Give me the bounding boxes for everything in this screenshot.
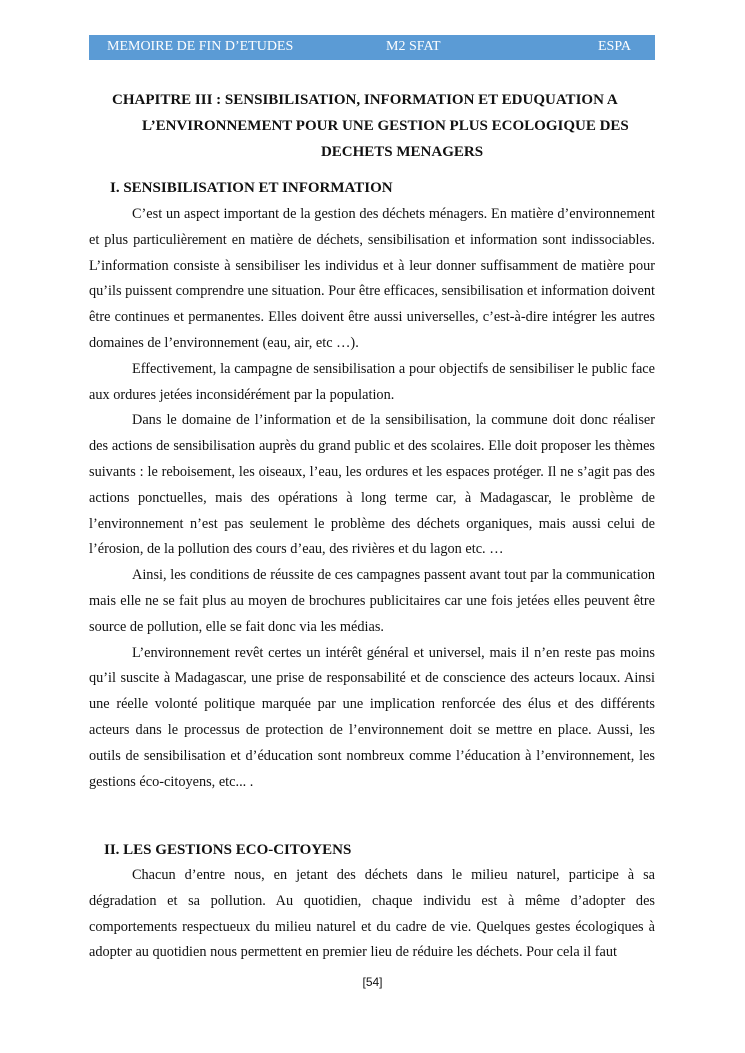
- paragraph: L’environnement revêt certes un intérêt général et universel, mais il n’en reste pas moins qu’il suscite à Madagascar, une prise de responsabilité et de conscience des acteurs locaux. Ainsi une réelle volonté politique marquée par une implication renforcée des élus et des différents acteurs dans le processus de protection de l’environnement doit se mettre en place. Aussi, les outils de sensibilisation et d’éducation sont nombreux comme l’éducation à l’environnement, les gestions éco-citoyens, etc... .: [89, 644, 655, 790]
- paragraph: C’est un aspect important de la gestion des déchets ménagers. En matière d’environnement et plus particulièrement en matière de déchets, sensibilisation et information sont indissociables. L’information consiste à sensibiliser les individus et à leur donner suffisamment de matière pour qu’ils puissent comprendre une situation. Pour être efficaces, sensibilisation et information doivent être continues et permanentes. Elles doivent être aussi universelles, c’est-à-dire intégrer les autres domaines de l’environnement (eau, air, etc …).: [89, 206, 655, 351]
- chapter-title: [89, 87, 655, 165]
- paragraph: Ainsi, les conditions de réussite de ces campagnes passent avant tout par la communication mais elle ne se fait plus au moyen de brochures publicitaires car une fois jetées elles peuvent être source de pollution, elle se fait donc via les médias.: [89, 567, 655, 635]
- chapter-title-line-2: L’ENVIRONNEMENT POUR UNE GESTION PLUS ECOLOGIQUE DES: [142, 118, 629, 134]
- paragraph: Effectivement, la campagne de sensibilisation a pour objectifs de sensibiliser le public face aux ordures jetées inconsidérément par la population.: [89, 360, 655, 403]
- section-1-heading: I. SENSIBILISATION ET INFORMATION: [110, 180, 393, 196]
- section-1-body: [89, 202, 655, 795]
- chapter-title-line-1: CHAPITRE III : SENSIBILISATION, INFORMATION ET EDUQUATION A: [112, 92, 618, 108]
- header-school-label: ESPA: [598, 39, 631, 54]
- page-number: [54]: [362, 975, 383, 989]
- header-thesis-label: MEMOIRE DE FIN D’ETUDES: [107, 39, 294, 54]
- header-program-label: M2 SFAT: [386, 39, 441, 54]
- paragraph: Chacun d’entre nous, en jetant des déchets dans le milieu naturel, participe à sa dégradation et sa pollution. Au quotidien, chaque individu est à même d’adopter des comportements respectueux du milieu naturel et du cadre de vie. Quelques gestes écologiques à adopter au quotidien nous permettent en premier lieu de réduire les déchets. Pour cela il faut: [89, 867, 655, 961]
- paragraph: Dans le domaine de l’information et de la sensibilisation, la commune doit donc réaliser des actions de sensibilisation auprès du grand public et des scolaires. Elle doit proposer les thèmes suivants : le reboisement, les oiseaux, l’eau, les ordures et les espaces protéger. Il ne s’agit pas des actions ponctuelles, mais des opérations à long terme car, à Madagascar, le problème de l’environnement n’est pas seulement le problème des déchets organiques, mais aussi celui de l’érosion, de la pollution des cours d’eau, des rivières et du lagon etc. …: [89, 412, 655, 558]
- section-2-heading: II. LES GESTIONS ECO-CITOYENS: [104, 842, 352, 858]
- chapter-title-line-3: DECHETS MENAGERS: [320, 144, 484, 160]
- page-header: [89, 35, 655, 60]
- section-2-body: [89, 863, 655, 966]
